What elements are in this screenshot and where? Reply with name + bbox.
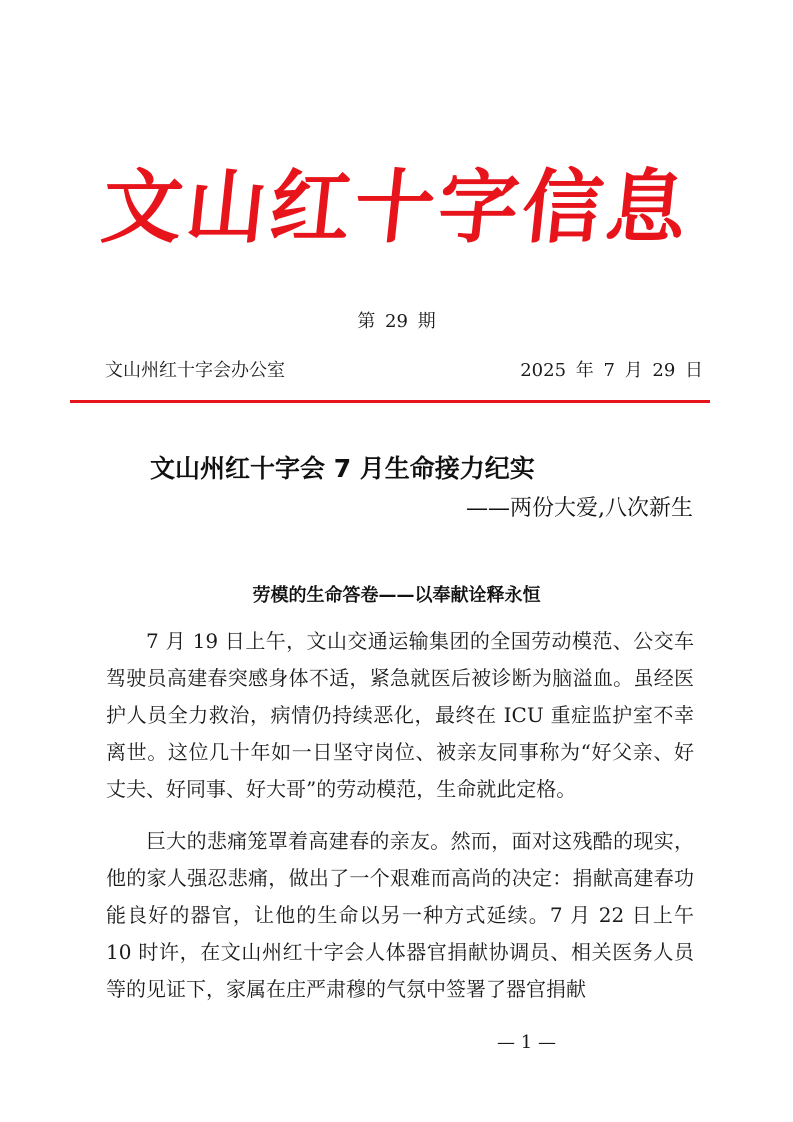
paragraph: 7 月 19 日上午，文山交通运输集团的全国劳动模范、公交车驾驶员高建春突感身体不适，紧急就医后被诊断为脑溢血。虽经医护人员全力救治，病情仍持续恶化，最终在 ICU 重症监护室不幸离世。这位几十年如一日坚守岗位、被亲友同事称为“好父亲、好丈夫、好同事、好大哥”的劳动模范，生命就此定格。 xyxy=(106,629,694,801)
section-heading: 劳模的生命答卷——以奉献诠释永恒 xyxy=(252,585,541,606)
issue-number: 第 29 期 xyxy=(357,311,436,332)
article-subtitle: ——两份大爱,八次新生 xyxy=(466,496,693,521)
paragraph: 巨大的悲痛笼罩着高建春的亲友。然而，面对这残酷的现实，他的家人强忍悲痛，做出了一个艰难而高尚的决定：捐献高建春功能良好的器官，让他的生命以另一种方式延续。7 月 22 日上午 10 时许，在文山州红十字会人体器官捐献协调员、相关医务人员等的见证下，家属在庄严肃穆的气氛中签署了器官捐献 xyxy=(106,829,694,1001)
header-divider xyxy=(70,400,710,403)
masthead-title: 文山红十字信息 xyxy=(97,161,696,254)
page-number: — 1 — xyxy=(497,1032,556,1053)
article-title: 文山州红十字会 7 月生命接力纪实 xyxy=(150,454,535,483)
issuer-name: 文山州红十字会办公室 xyxy=(105,360,285,381)
article-body xyxy=(106,623,694,1008)
issue-date: 2025 年 7 月 29 日 xyxy=(520,360,703,381)
